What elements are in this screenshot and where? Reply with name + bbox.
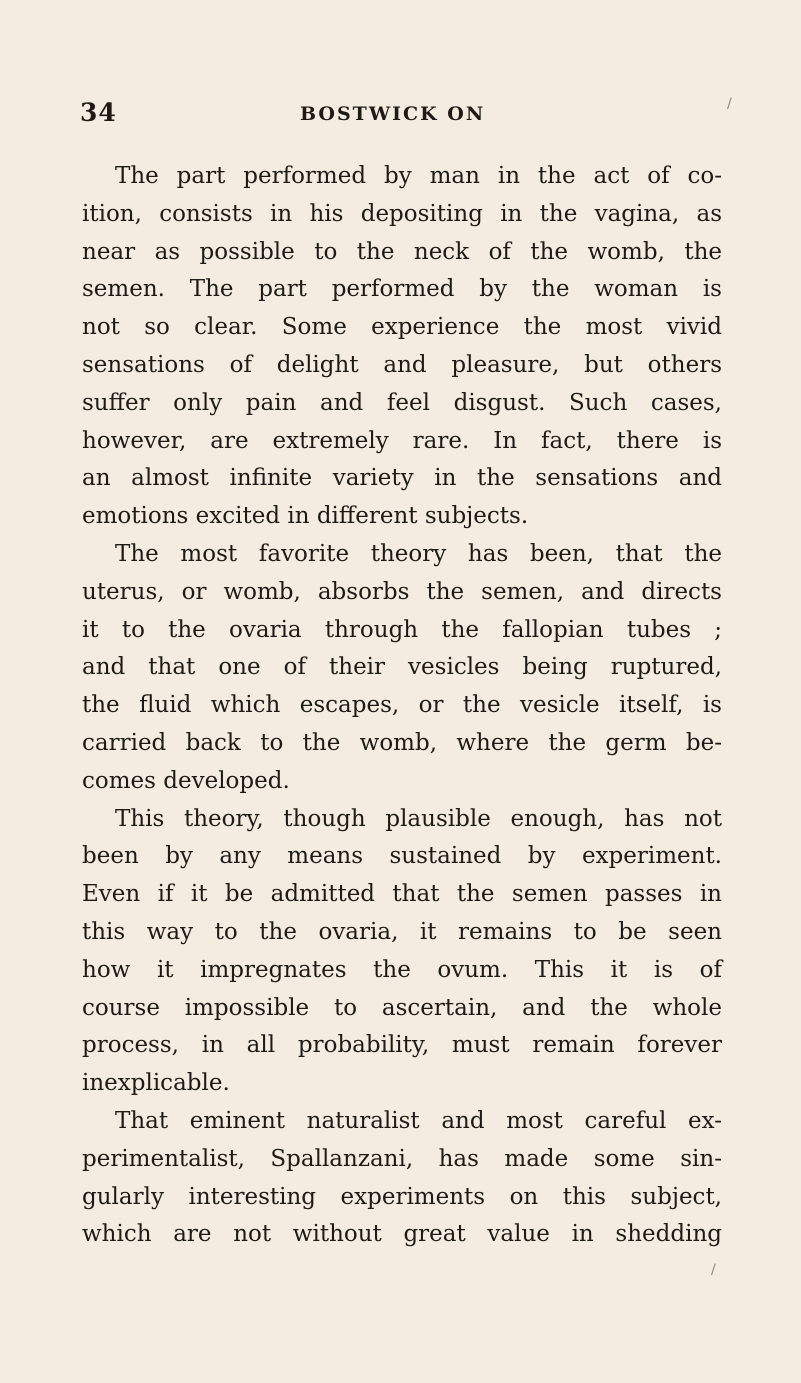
- text-line: Even if it be admitted that the semen passes in: [82, 881, 722, 908]
- text-line: near as possible to the neck of the womb, the: [82, 238, 722, 265]
- text-line: The most favorite theory has been, that the: [115, 540, 722, 567]
- text-line: perimentalist, Spallanzani, has made some sin-: [82, 1145, 722, 1172]
- text-line: course impossible to ascertain, and the whole: [82, 994, 722, 1021]
- text-line: this way to the ovaria, it remains to be seen: [82, 918, 722, 945]
- text-line: process, in all probability, must remain forever: [82, 1032, 722, 1059]
- text-line: That eminent naturalist and most careful ex-: [115, 1107, 722, 1134]
- stray-mark: /: [727, 96, 732, 112]
- text-line: however, are extremely rare. In fact, there is: [82, 427, 722, 454]
- text-line: This theory, though plausible enough, has not: [115, 805, 722, 832]
- text-line: emotions excited in different subjects.: [82, 503, 529, 530]
- text-line: been by any means sustained by experiment.: [82, 843, 722, 870]
- body-text: [82, 158, 722, 1254]
- text-line: inexplicable.: [82, 1070, 230, 1097]
- text-line: an almost infinite variety in the sensations and: [82, 465, 722, 492]
- text-line: the fluid which escapes, or the vesicle itself, is: [82, 692, 722, 719]
- text-line: and that one of their vesicles being ruptured,: [82, 654, 722, 681]
- text-line: how it impregnates the ovum. This it is of: [82, 956, 722, 983]
- text-line: semen. The part performed by the woman is: [82, 276, 722, 303]
- text-line: sensations of delight and pleasure, but others: [82, 351, 722, 378]
- text-line: uterus, or womb, absorbs the semen, and directs: [82, 578, 722, 605]
- text-line: The part performed by man in the act of co-: [115, 163, 722, 189]
- page-number: 34: [80, 98, 117, 127]
- running-title: BOSTWICK ON: [300, 103, 486, 125]
- text-line: comes developed.: [82, 767, 290, 794]
- text-line: which are not without great value in shedding: [82, 1221, 722, 1248]
- text-line: it to the ovaria through the fallopian tubes ;: [82, 616, 722, 643]
- page-header: [80, 98, 720, 138]
- stray-mark: /: [711, 1262, 716, 1278]
- text-line: not so clear. Some experience the most vivid: [82, 314, 722, 341]
- text-line: carried back to the womb, where the germ be-: [82, 729, 722, 756]
- text-line: gularly interesting experiments on this subject,: [82, 1183, 722, 1210]
- text-line: suffer only pain and feel disgust. Such cases,: [82, 389, 722, 416]
- text-line: ition, consists in his depositing in the vagina, as: [82, 200, 722, 227]
